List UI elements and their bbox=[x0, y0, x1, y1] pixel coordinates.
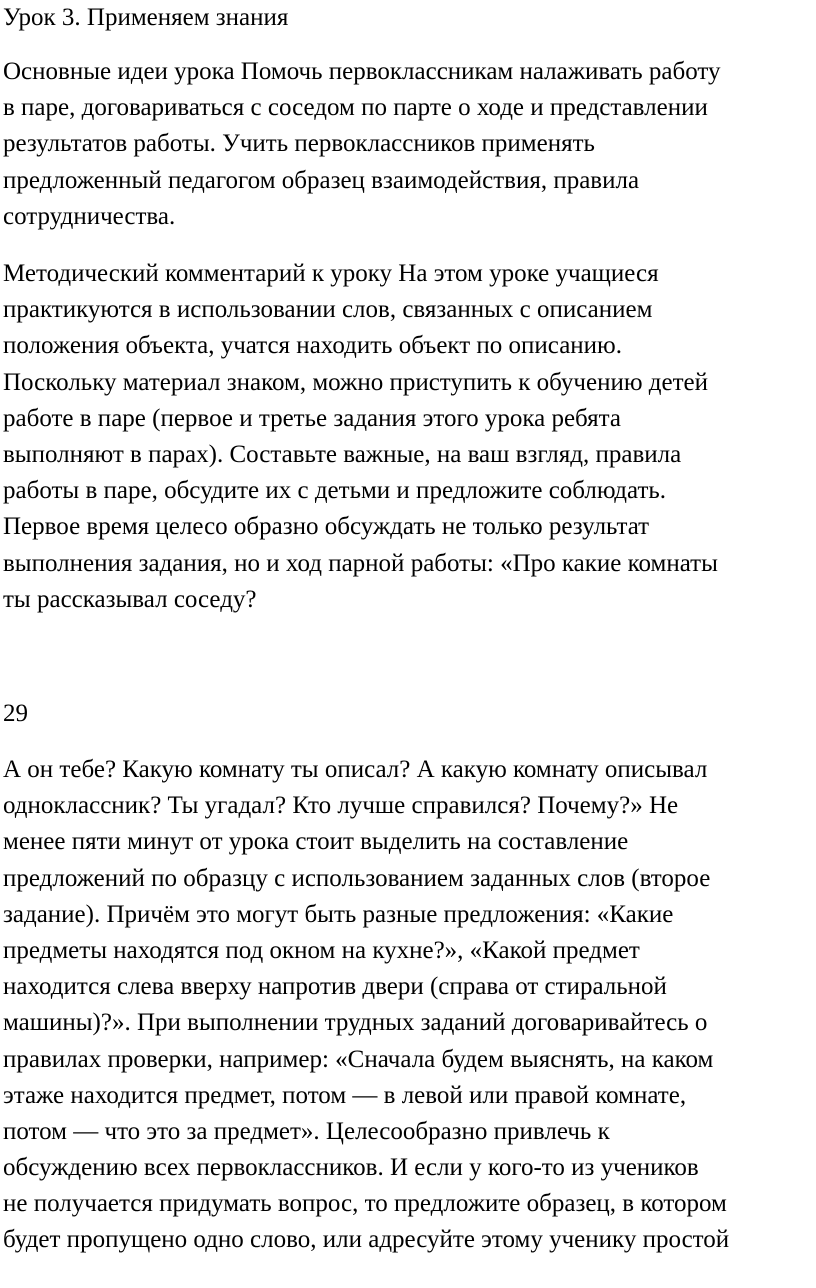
text-line: менее пяти минут от урока стоит выделить на составление bbox=[3, 828, 629, 856]
text-line: Основные идеи урока Помочь первоклассникам налаживать работу bbox=[3, 58, 721, 85]
text-line: будет пропущено одно слово, или адресуйте этому ученику простой bbox=[3, 1226, 730, 1254]
text-line: А он тебе? Какую комнату ты описал? А какую комнату описывал bbox=[3, 756, 708, 783]
methodical-comment-paragraph bbox=[3, 256, 718, 618]
text-line: находится слева вверху напротив двери (справа от стиральной bbox=[3, 973, 667, 1001]
text-line: положения объекта, учатся находить объект по описанию. bbox=[3, 332, 622, 360]
text-line: практикуются в использовании слов, связанных с описанием bbox=[3, 296, 653, 324]
text-line: работе в паре (первое и третье задания этого урока ребята bbox=[3, 404, 621, 432]
lesson-title: Урок 3. Применяем знания bbox=[3, 4, 289, 31]
text-line: работы в паре, обсудите их с детьми и предложите соблюдать. bbox=[3, 477, 667, 505]
text-line: обсуждению всех первоклассников. И если у кого-то из учеников bbox=[3, 1154, 699, 1182]
text-line: Поскольку материал знаком, можно приступить к обучению детей bbox=[3, 368, 708, 396]
continuation-paragraph bbox=[3, 752, 729, 1259]
text-line: задание). Причём это могут быть разные предложения: «Какие bbox=[3, 900, 674, 928]
text-line: этаже находится предмет, потом — в левой или правой комнате, bbox=[3, 1081, 687, 1109]
text-line: сотрудничества. bbox=[3, 202, 176, 230]
text-line: Методический комментарий к уроку На этом уроке учащиеся bbox=[3, 260, 659, 287]
lesson-main-ideas-paragraph bbox=[3, 54, 720, 235]
text-line: правилах проверки, например: «Сначала будем выяснять, на каком bbox=[3, 1045, 714, 1073]
text-line: одноклассник? Ты угадал? Кто лучше справился? Почему?» Не bbox=[3, 792, 679, 820]
text-line: результатов работы. Учить первоклассников применять bbox=[3, 130, 595, 158]
text-line: предложений по образцу с использованием заданных слов (второе bbox=[3, 864, 711, 892]
text-line: ты рассказывал соседу? bbox=[3, 585, 257, 613]
text-line: предложенный педагогом образец взаимодействия, правила bbox=[3, 166, 640, 194]
text-line: предметы находятся под окном на кухне?», «Какой предмет bbox=[3, 936, 640, 964]
text-line: машины)?». При выполнении трудных заданий договаривайтесь о bbox=[3, 1009, 708, 1037]
text-line: не получается придумать вопрос, то предложите образец, в котором bbox=[3, 1190, 727, 1218]
text-line: Первое время целесо образно обсуждать не только результат bbox=[3, 513, 650, 541]
text-line: выполняют в парах). Составьте важные, на ваш взгляд, правила bbox=[3, 440, 682, 468]
text-line: выполнения задания, но и ход парной работы: «Про какие комнаты bbox=[3, 549, 718, 577]
text-line: в паре, договариваться с соседом по парте о ходе и представлении bbox=[3, 94, 708, 122]
page-number: 29 bbox=[3, 700, 28, 727]
text-line: потом — что это за предмет». Целесообразно привлечь к bbox=[3, 1117, 610, 1145]
